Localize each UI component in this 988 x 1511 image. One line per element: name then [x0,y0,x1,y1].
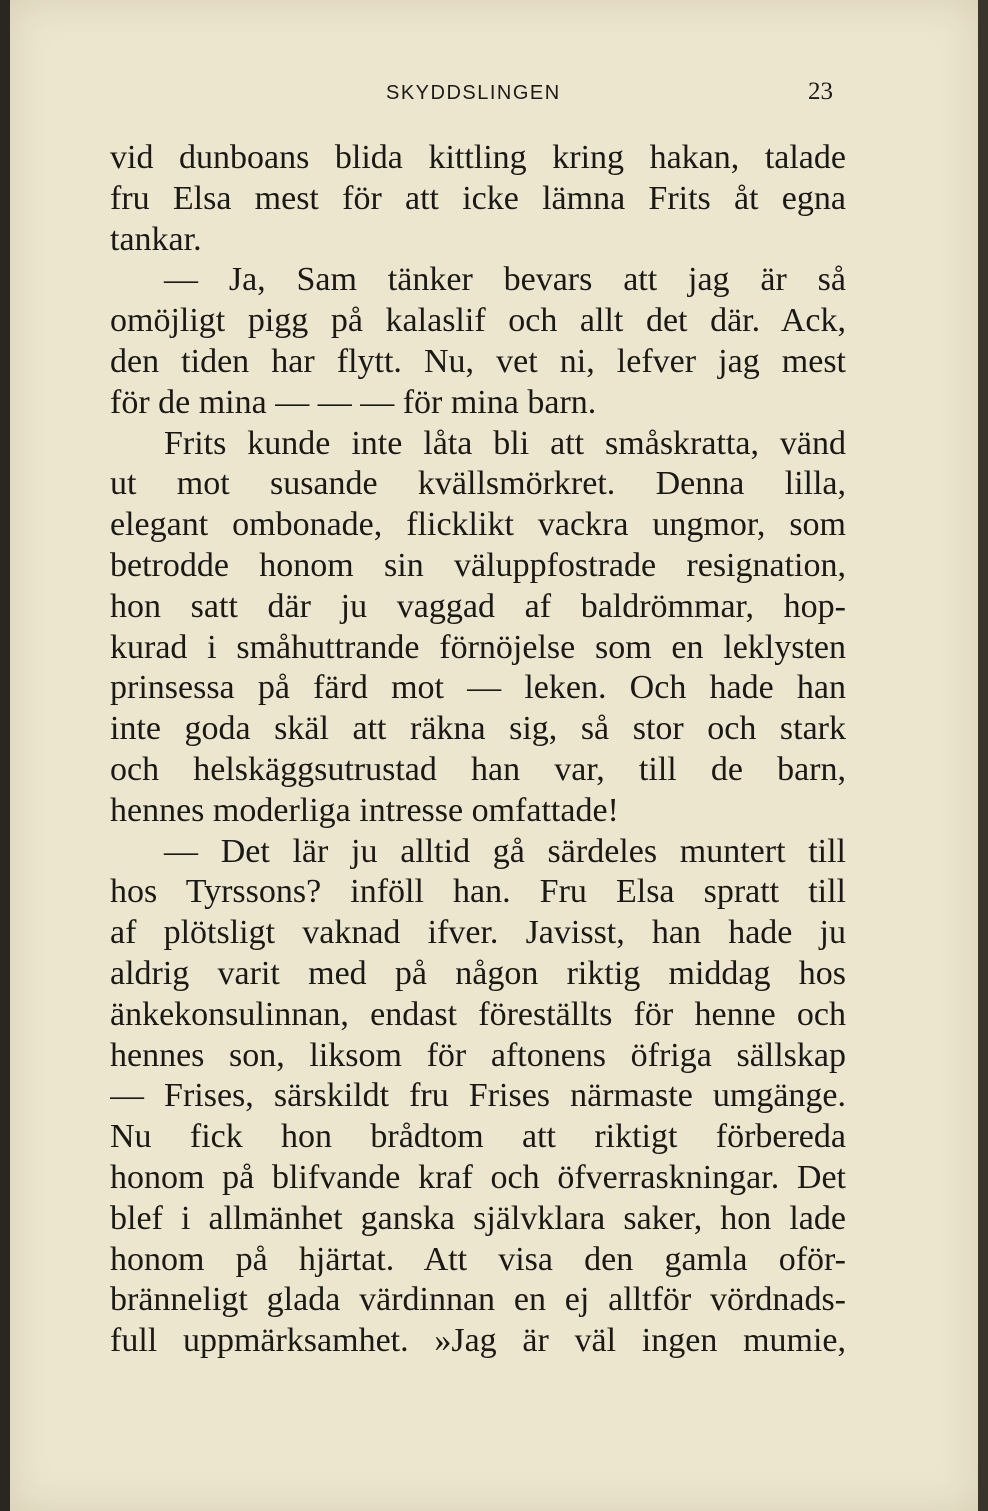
text-line: ut mot susande kvällsmörkret. Denna lilla, [110,465,846,503]
running-head [10,78,978,118]
text-line: hon satt där ju vaggad af baldrömmar, hop- [110,587,846,625]
text-line: hos Tyrssons? inföll han. Fru Elsa spratt till [110,873,846,911]
text-line: för de mina — — — för mina barn. [110,383,597,421]
text-line: Frits kunde inte låta bli att småskratta, vänd [164,424,846,462]
page-edge [978,0,988,1511]
page-number: 23 [808,78,833,105]
text-line: fru Elsa mest för att icke lämna Frits åt egna [110,179,846,217]
text-line: änkekonsulinnan, endast föreställts för henne och [110,995,846,1033]
text-line: kurad i småhuttrande förnöjelse som en leklysten [110,628,846,666]
body-text [110,138,846,1362]
text-line: full uppmärksamhet. »Jag är väl ingen mumie, [110,1322,846,1360]
book-spine [0,0,10,1511]
text-line: hennes son, liksom för aftonens öfriga sällskap [110,1036,846,1074]
text-line: inte goda skäl att räkna sig, så stor och stark [110,710,846,748]
text-line: hennes moderliga intresse omfattade! [110,791,619,829]
text-line: elegant ombonade, flicklikt vackra ungmor, som [110,506,846,544]
text-line: och helskäggsutrustad han var, till de barn, [110,750,846,788]
text-line: — Ja, Sam tänker bevars att jag är så [164,261,846,299]
text-line: betrodde honom sin väluppfostrade resignation, [110,546,846,584]
text-line: tankar. [110,220,202,258]
text-line: — Frises, särskildt fru Frises närmaste umgänge. [110,1077,846,1115]
text-line: honom på blifvande kraf och öfverraskningar. Det [110,1158,846,1196]
book-page [10,0,978,1511]
text-line: bränneligt glada värdinnan en ej alltför vördnads- [110,1281,846,1319]
running-title: SKYDDSLINGEN [386,82,561,104]
text-line: omöjligt pigg på kalaslif och allt det där. Ack, [110,302,846,340]
text-line: honom på hjärtat. Att visa den gamla oför- [110,1240,846,1278]
text-line: aldrig varit med på någon riktig middag hos [110,954,846,992]
text-line: af plötsligt vaknad ifver. Javisst, han hade ju [110,914,846,952]
text-line: blef i allmänhet ganska självklara saker, hon lade [110,1199,846,1237]
text-line: vid dunboans blida kittling kring hakan, talade [110,139,846,176]
text-line: prinsessa på färd mot — leken. Och hade han [110,669,846,707]
text-line: den tiden har flytt. Nu, vet ni, lefver jag mest [110,342,846,380]
text-line: Nu fick hon brådtom att riktigt förbereda [110,1118,846,1156]
text-line: — Det lär ju alltid gå särdeles muntert till [164,832,846,870]
